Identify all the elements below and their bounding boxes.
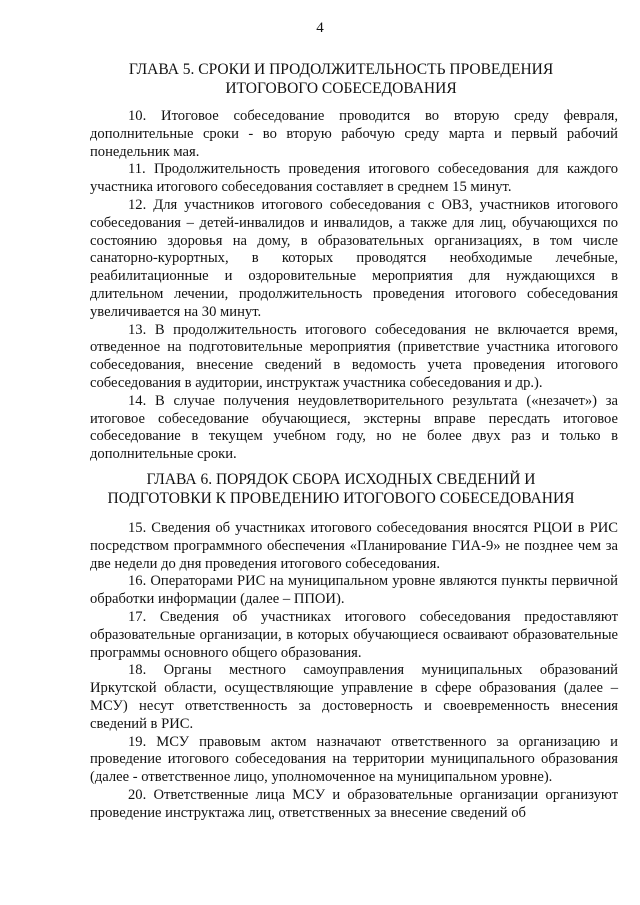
chapter-6-heading xyxy=(80,470,602,508)
paragraph-16: 16. Операторами РИС на муниципальном уровне являются пункты первичной обработки информации (далее – ППОИ). xyxy=(90,573,618,608)
chapter-6-title-line-2: ПОДГОТОВКИ К ПРОВЕДЕНИЮ ИТОГОВОГО СОБЕСЕДОВАНИЯ xyxy=(107,490,575,507)
paragraph-19: 19. МСУ правовым актом назначают ответственного за организацию и проведение итогового собеседования на территории муниципального образования (далее - ответственное лицо, уполномоченное на муниципальном уровне). xyxy=(90,733,618,786)
paragraph-18: 18. Органы местного самоуправления муниципальных образований Иркутской области, осуществляющие управление в сфере образования (далее – МСУ) несут ответственность за достоверность и своевременность внесения сведений в РИС. xyxy=(90,662,618,732)
paragraph-11: 11. Продолжительность проведения итогового собеседования для каждого участника итогового собеседования составляет в среднем 15 минут. xyxy=(90,161,618,196)
paragraph-10: 10. Итоговое собеседование проводится во вторую среду февраля, дополнительные сроки - во вторую рабочую среду марта и первый рабочий понедельник мая. xyxy=(90,108,618,160)
chapter-5-body xyxy=(90,108,618,464)
paragraph-17: 17. Сведения об участниках итогового собеседования предоставляют образовательные организации, в которых обучающиеся осваивают образовательные программы основного общего образования. xyxy=(90,608,618,661)
chapter-6-body xyxy=(90,520,618,823)
chapter-5-title-line-1: ГЛАВА 5. СРОКИ И ПРОДОЛЖИТЕЛЬНОСТЬ ПРОВЕДЕНИЯ xyxy=(128,61,554,78)
paragraph-13: 13. В продолжительность итогового собеседования не включается время, отведенное на подготовительные мероприятия (приветствие участника итогового собеседования, внесение сведений в ведомость учета проведения итогового собеседования в аудитории, инструктаж участника собеседования и др.). xyxy=(90,321,618,391)
paragraph-20: 20. Ответственные лица МСУ и образовательные организации организуют проведение инструктажа лиц, ответственных за внесение сведений об xyxy=(90,786,618,821)
paragraph-15: 15. Сведения об участниках итогового собеседования вносятся РЦОИ в РИС посредством программного обеспечения «Планирование ГИА-9» не позднее чем за две недели до дня проведения итогового собеседования. xyxy=(90,520,618,572)
page-number: 4 xyxy=(316,20,324,36)
paragraph-12: 12. Для участников итогового собеседования с ОВЗ, участников итогового собеседования – детей-инвалидов и инвалидов, а также для лиц, обучающихся по состоянию здоровья на дому, в образовательных организациях, в том числе санаторно-курортных, в которых проводятся необходимые лечебные, реабилитационные и оздоровительные мероприятия для нуждающихся в длительном лечении, продолжительность проведения итогового собеседования увеличивается на 30 минут. xyxy=(90,196,618,320)
chapter-5-title-line-2: ИТОГОВОГО СОБЕСЕДОВАНИЯ xyxy=(225,80,457,97)
chapter-6-title-line-1: ГЛАВА 6. ПОРЯДОК СБОРА ИСХОДНЫХ СВЕДЕНИЙ И xyxy=(146,471,536,488)
paragraph-14: 14. В случае получения неудовлетворительного результата («незачет») за итоговое собеседование обучающиеся, экстерны вправе пересдать итоговое собеседование в текущем учебном году, но не более двух раз и только в дополнительные сроки. xyxy=(90,392,618,463)
chapter-5-heading xyxy=(80,60,602,98)
